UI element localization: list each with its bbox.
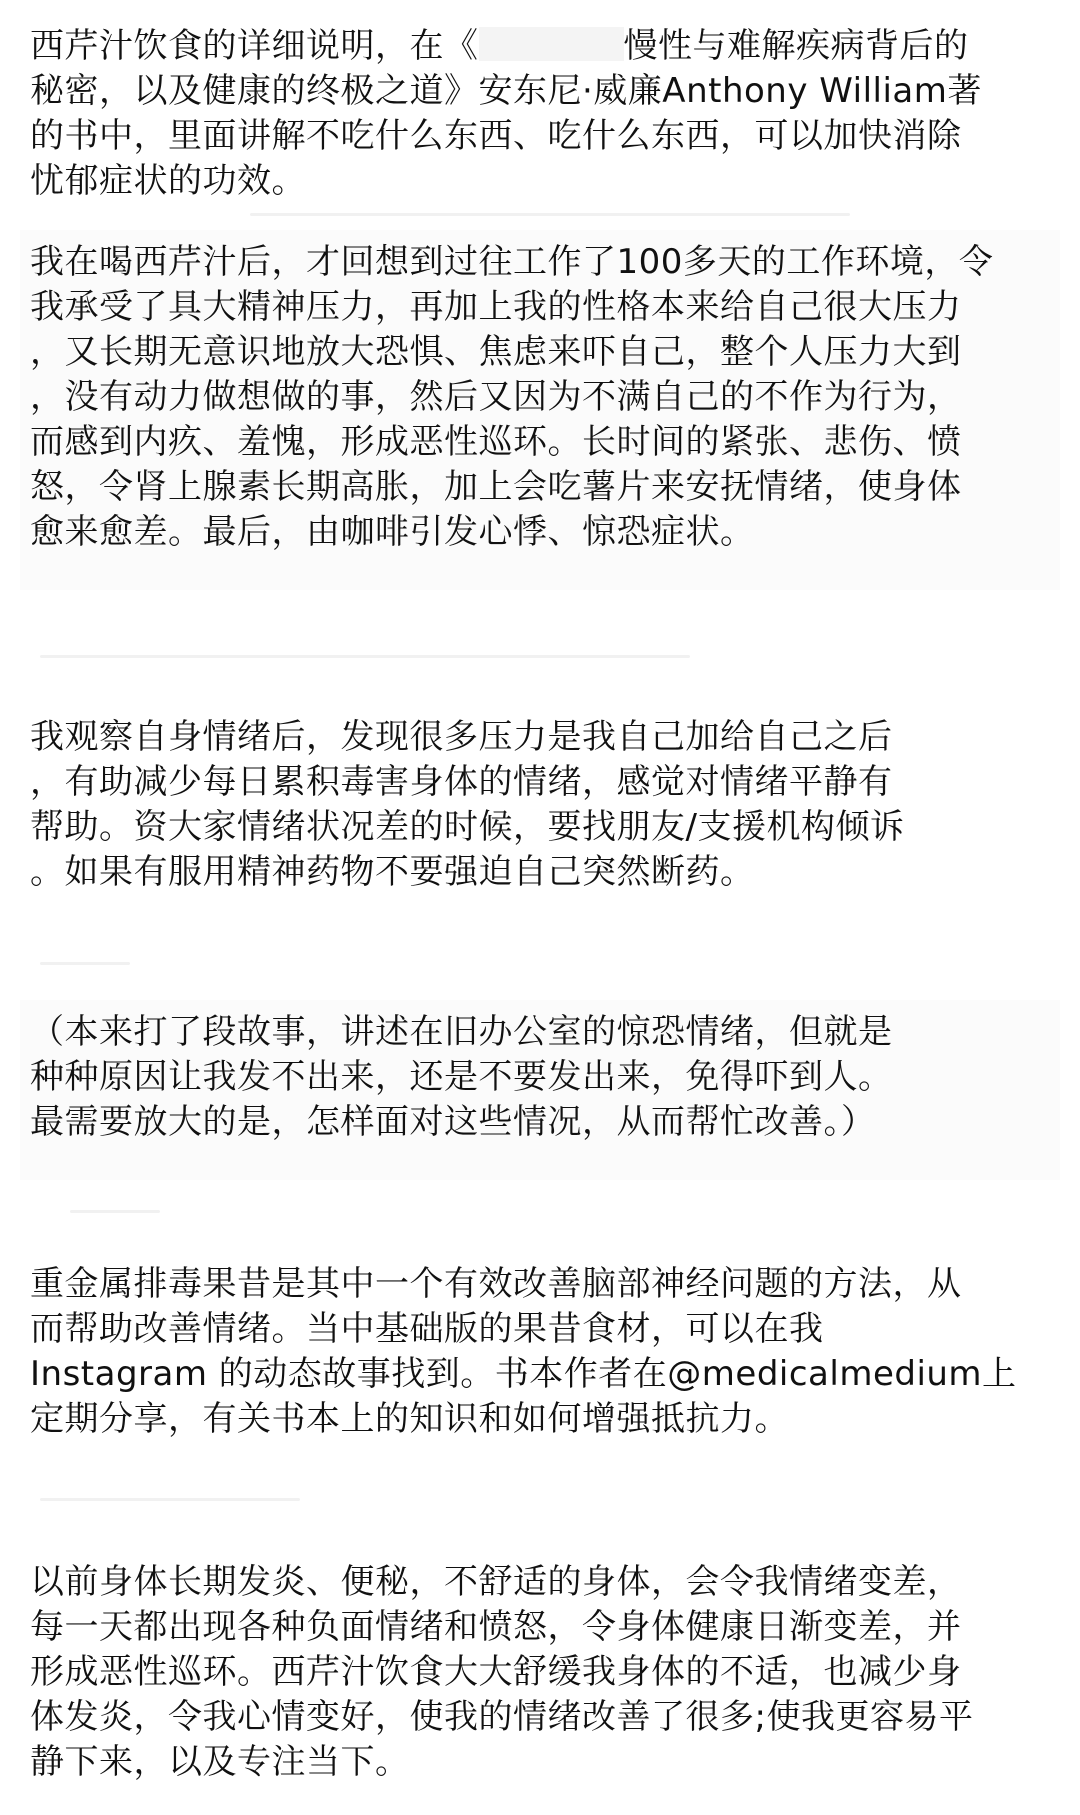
- paragraph-line: 体发炎，令我心情变好，使我的情绪改善了很多;使我更容易平: [30, 1697, 974, 1737]
- paragraph-line: Instagram 的动态故事找到。书本作者在@medicalmedium上: [30, 1354, 1017, 1394]
- paragraph-5: [30, 1262, 1050, 1442]
- paragraph-3: [30, 715, 1050, 895]
- text-segment: 西芹汁饮食的详细说明，在《: [30, 26, 479, 66]
- paragraph-line: 忧郁症状的功效。: [30, 161, 306, 201]
- paragraph-line: 静下来，以及专注当下。: [30, 1742, 410, 1782]
- paragraph-2: [30, 240, 1050, 555]
- paragraph-line: 我观察自身情绪后，发现很多压力是我自己加给自己之后: [30, 717, 893, 757]
- divider: [40, 1498, 300, 1501]
- redacted-region: [479, 27, 624, 61]
- paragraph-line: 而帮助改善情绪。当中基础版的果昔食材，可以在我: [30, 1309, 824, 1349]
- divider: [250, 213, 850, 216]
- paragraph-line: （本来打了段故事，讲述在旧办公室的惊恐情绪，但就是: [30, 1012, 893, 1052]
- text-segment: 慢性与难解疾病背后的: [623, 26, 969, 66]
- paragraph-line: 定期分享，有关书本上的知识和如何增强抵抗力。: [30, 1399, 789, 1439]
- paragraph-line: 而感到内疚、羞愧，形成恶性巡环。长时间的紧张、悲伤、愤: [30, 422, 962, 462]
- paragraph-line: 。如果有服用精神药物不要强迫自己突然断药。: [30, 852, 755, 892]
- paragraph-line: 每一天都出现各种负面情绪和愤怒，令身体健康日渐变差，并: [30, 1607, 962, 1647]
- paragraph-line: 最需要放大的是，怎样面对这些情况，从而帮忙改善。）: [30, 1102, 876, 1142]
- paragraph-line: 以前身体长期发炎、便秘，不舒适的身体，会令我情绪变差，: [30, 1562, 962, 1602]
- paragraph-line: 愈来愈差。最后，由咖啡引发心悸、惊恐症状。: [30, 512, 755, 552]
- paragraph-line: 的书中，里面讲解不吃什么东西、吃什么东西，可以加快消除: [30, 116, 962, 156]
- divider: [40, 655, 690, 658]
- paragraph-line: 种种原因让我发不出来，还是不要发出来，免得吓到人。: [30, 1057, 893, 1097]
- paragraph-line: 我承受了具大精神压力，再加上我的性格本来给自己很大压力: [30, 287, 962, 327]
- paragraph-line: ，有助减少每日累积毒害身体的情绪，感觉对情绪平静有: [30, 762, 893, 802]
- paragraph-line: 秘密，以及健康的终极之道》安东尼·威廉Anthony William著: [30, 71, 982, 111]
- divider: [40, 962, 130, 965]
- paragraph-6: [30, 1560, 1050, 1785]
- paragraph-line: 形成恶性巡环。西芹汁饮食大大舒缓我身体的不适，也减少身: [30, 1652, 962, 1692]
- paragraph-1: [30, 24, 1050, 204]
- paragraph-line: ，没有动力做想做的事，然后又因为不满自己的不作为行为，: [30, 377, 962, 417]
- paragraph-line: 我在喝西芹汁后，才回想到过往工作了100多天的工作环境，令: [30, 242, 994, 282]
- divider: [70, 1210, 160, 1213]
- paragraph-line: 怒，令肾上腺素长期高胀，加上会吃薯片来安抚情绪，使身体: [30, 467, 962, 507]
- paragraph-line: ，又长期无意识地放大恐惧、焦虑来吓自己，整个人压力大到: [30, 332, 962, 372]
- paragraph-line: 帮助。资大家情绪状况差的时候，要找朋友/支援机构倾诉: [30, 807, 905, 847]
- paragraph-line: [30, 24, 1050, 69]
- paragraph-4: [30, 1010, 1050, 1145]
- paragraph-line: 重金属排毒果昔是其中一个有效改善脑部神经问题的方法，从: [30, 1264, 962, 1304]
